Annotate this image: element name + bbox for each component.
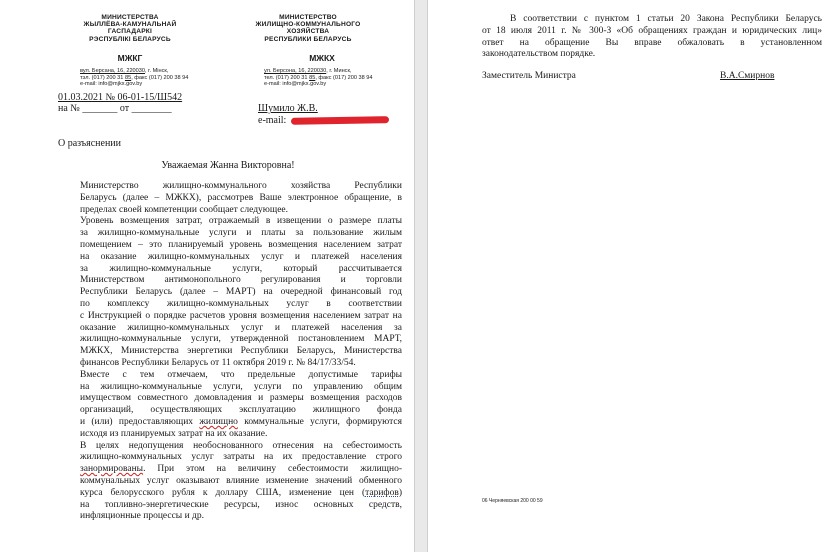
ministry-abbr-belarusian: МЖКГ	[117, 53, 143, 63]
letter-page-2	[428, 0, 836, 552]
redaction-mark	[291, 116, 389, 125]
ministry-address-russian: ул. Берсона, 16, 220030, г. Минск, тел. (017) 200 31 85, факс (017) 200 38 94 e-mail: info@mjkx.gov.by	[264, 68, 373, 88]
letter-subject: О разъяснении	[58, 138, 121, 149]
page-gutter	[414, 0, 428, 552]
paragraph-3: Вместе с тем отмечаем, что предельные допустимые тарифы на жилищно-коммунальные услуги, услуги по управлению общим имуществом совместного домовладения и размеры возмещения расходов организаций, осуществляющих эксплуатацию жилищного фонда и (или) предоставляющих жилищно коммунальные услуги, формируются исходя из планируемых затрат на их оказание.	[80, 369, 402, 439]
paragraph-4: В целях недопущения необоснованного отнесения на себестоимость жилищно-коммунальных услуг затраты на их предоставление строго занормированы. При этом на величину себестоимости жилищно- коммунальных услуг оказывают влияние изменение значений обменного курса белорусского рубля к доллару США, изменение цен (тарифов) на топливно-энергетические ресурсы, износ основных средств, инфляционные процессы и др.	[80, 440, 402, 522]
paragraph-1: Министерство жилищно-коммунального хозяйства Республики Беларусь (далее – МЖКХ), рассмотрев Ваше электронное обращение, в пределах своей компетенции сообщает следующее.	[80, 181, 402, 215]
ministry-address-belarusian: вул. Берсана, 16, 220030, г. Мiнск, тэл. (017) 200 31 85, факс (017) 200 38 94 e-mail: info@mjkx.gov.by	[80, 68, 189, 88]
ministry-abbr-russian: МЖКХ	[309, 53, 335, 63]
recipient-name: Шумило Ж.В.	[258, 103, 318, 114]
signature-name: В.А.Смирнов	[720, 71, 775, 81]
letter-page-1	[0, 0, 414, 552]
appeal-rights-paragraph: В соответствии с пунктом 1 статьи 20 Закона Республики Беларусь от 18 июля 2011 г. № 300-З «Об обращениях граждан и юридических лиц» ответ на обращение Вы вправе обжаловать в установленном законодательством порядке.	[482, 14, 822, 60]
signature-title: Заместитель Министра	[482, 71, 576, 81]
letter-body	[58, 181, 402, 523]
reference-number: на № _______ от ________	[58, 103, 172, 114]
ministry-header-belarusian: МИНИСТЕРСТВА ЖЫЛЛЁВА-КАМУНАЛЬНАЙ ГАСПАДАРКI РЭСПУБЛIКI БЕЛАРУСЬ	[83, 14, 177, 43]
executor-footer: 06 Черняевская 200 00 59	[482, 498, 543, 504]
letter-greeting: Уважаемая Жанна Викторовна!	[161, 160, 295, 171]
recipient-email: e-mail:	[258, 115, 389, 126]
paragraph-2: Уровень возмещения затрат, отражаемый в извещении о размере платы за жилищно-коммунальные услуги и платы за пользование жилым помещением – это планируемый уровень возмещения населением затрат на оказание жилищно-коммунальных услуг и платежей населения за жилищно-коммунальные услуги, который рассчитывается Министерством антимонопольного регулирования и торговли Республики Беларусь (далее – МАРТ) на очередной финансовый год по комплексу жилищно-коммунальных услуг в соответствии с Инструкцией о порядке расчетов уровня возмещения населением затрат на оказание жилищно-коммунальных услуг и платежей населения за жилищно-коммунальные услуги, утвержденной постановлением МАРТ, МЖКХ, Министерства энергетики Республики Беларусь, Министерства финансов Республики Беларусь от 11 октября 2019 г. № 84/17/33/54.	[80, 216, 402, 368]
ministry-header-russian: МИНИСТЕРСТВО ЖИЛИЩНО-КОММУНАЛЬНОГО ХОЗЯЙСТВА РЕСПУБЛИКИ БЕЛАРУСЬ	[255, 14, 361, 43]
registration-number: 01.03.2021 № 06-01-15/Ш542	[58, 92, 183, 103]
